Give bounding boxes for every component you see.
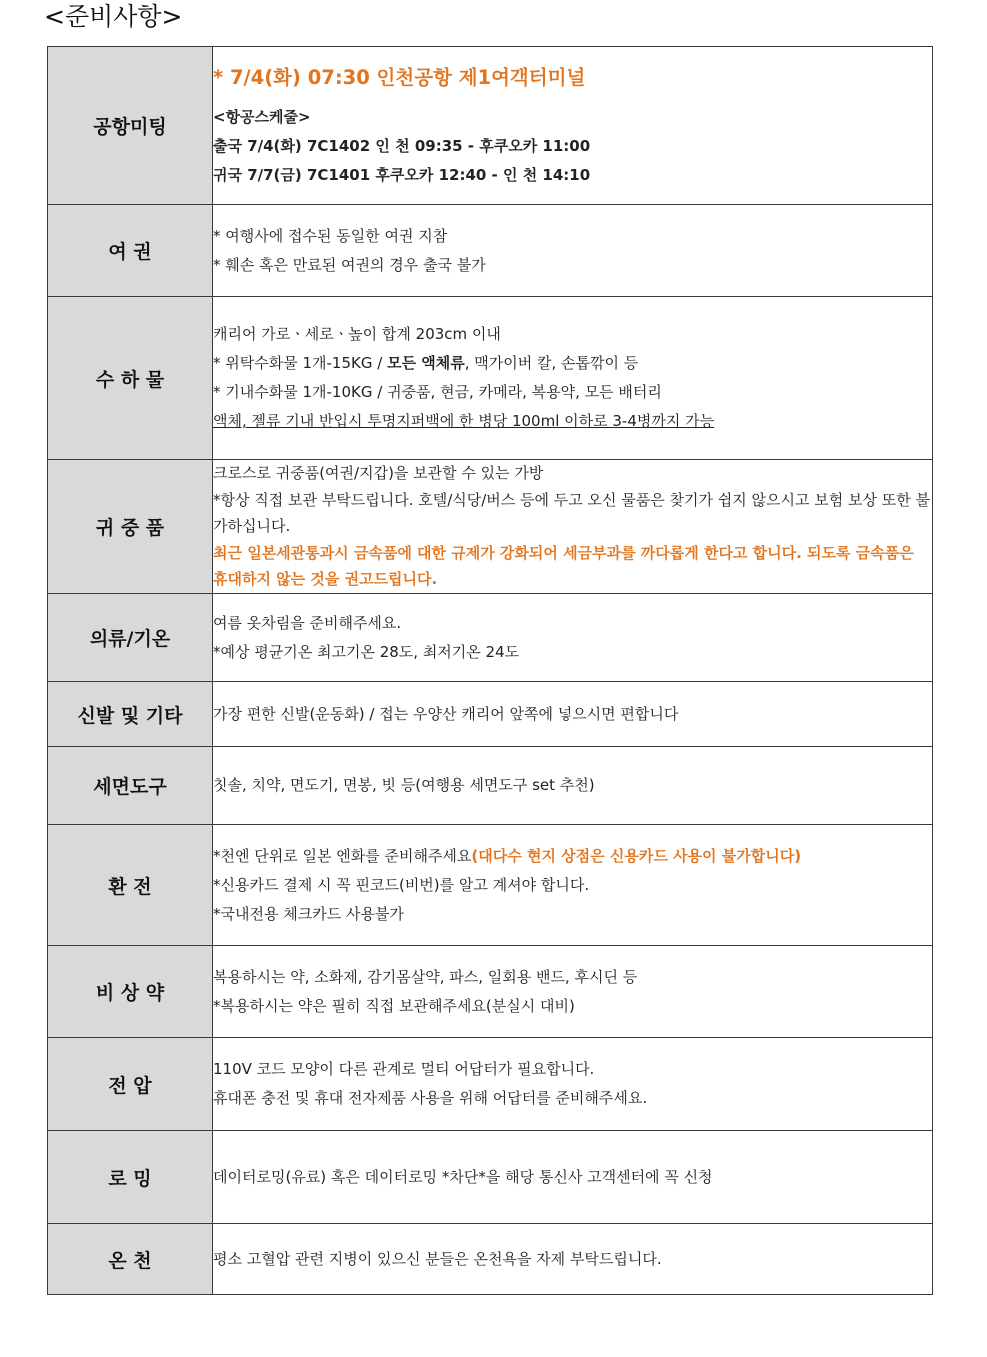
schedule-title: <항공스케줄>: [213, 108, 311, 126]
row-label: 로 밍: [48, 1131, 213, 1224]
row-content: [213, 1131, 933, 1224]
row-shoes: [48, 682, 933, 747]
text-part-bold: 모든 액체류: [387, 354, 465, 372]
row-currency: [48, 825, 933, 946]
text-line: 크로스로 귀중품(여권/지갑)을 보관할 수 있는 가방: [213, 464, 544, 483]
text-line: 칫솔, 치약, 면도기, 면봉, 빗 등(여행용 세면도구 set 추천): [213, 776, 595, 794]
text-line: 복용하시는 약, 소화제, 감기몸살약, 파스, 일회용 밴드, 후시딘 등: [213, 967, 638, 986]
text-line-warning: 최근 일본세관통과시 금속품에 대한 규제가 강화되어 세금부과를 까다롭게 한다고 합니다. 되도록 금속품은 휴대하지 않는 것을 권고드립니다.: [213, 543, 914, 589]
text-line: 110V 코드 모양이 다른 관계로 멀티 어답터가 필요합니다.: [213, 1060, 595, 1078]
flight-outbound: 출국 7/4(화) 7C1402 인 천 09:35 - 후쿠오카 11:00: [213, 137, 591, 155]
preparation-table: [47, 46, 933, 1295]
row-label: 환 전: [48, 825, 213, 946]
text-line: *국내전용 체크카드 사용불가: [213, 904, 404, 923]
text-line: *복용하시는 약은 필히 직접 보관해주세요(분실시 대비): [213, 996, 575, 1015]
row-toiletries: [48, 747, 933, 825]
row-label: 전 압: [48, 1038, 213, 1131]
row-label: 공항미팅: [48, 47, 213, 205]
page-title: <준비사항>: [44, 2, 183, 31]
row-content: [213, 682, 933, 747]
row-medicine: [48, 946, 933, 1038]
row-content: [213, 946, 933, 1038]
row-label: 귀 중 품: [48, 460, 213, 594]
row-roaming: [48, 1131, 933, 1224]
text-part: * 위탁수화물 1개-15KG /: [213, 354, 388, 372]
row-clothing: [48, 594, 933, 682]
text-line: * 훼손 혹은 만료된 여권의 경우 출국 불가: [213, 255, 486, 274]
text-line-underlined: 액체, 젤류 기내 반입시 투명지퍼백에 한 병당 100ml 이하로 3-4병까지 가능: [213, 412, 715, 430]
row-content: [213, 297, 933, 460]
text-part: , 맥가이버 칼, 손톱깎이 등: [464, 354, 639, 372]
text-line: * 기내수화물 1개-10KG / 귀중품, 현금, 카메라, 복용약, 모든 배터리: [213, 383, 662, 401]
row-content: [213, 825, 933, 946]
row-label: 의류/기온: [48, 594, 213, 682]
flight-return: 귀국 7/7(금) 7C1401 후쿠오카 12:40 - 인 천 14:10: [213, 166, 591, 184]
row-content: [213, 47, 933, 205]
text-line: [213, 349, 932, 378]
row-voltage: [48, 1038, 933, 1131]
text-part-warning: (대다수 현지 상점은 신용카드 사용이 불가합니다): [471, 846, 802, 865]
text-line: *신용카드 결제 시 꼭 핀코드(비번)를 알고 계셔야 합니다.: [213, 875, 590, 894]
row-airport-meeting: [48, 47, 933, 205]
text-line: 여름 옷차림을 준비해주세요.: [213, 613, 402, 632]
row-content: [213, 460, 933, 594]
row-content: [213, 1038, 933, 1131]
text-line: 데이터로밍(유료) 혹은 데이터로밍 *차단*을 해당 통신사 고객센터에 꼭 신청: [213, 1167, 713, 1186]
row-hot-spring: [48, 1224, 933, 1295]
text-line: 캐리어 가로ㆍ세로ㆍ높이 합계 203cm 이내: [213, 325, 501, 343]
row-label: 여 권: [48, 205, 213, 297]
text-part: *천엔 단위로 일본 엔화를 준비해주세요: [213, 846, 472, 865]
row-content: [213, 747, 933, 825]
text-line: *예상 평균기온 최고기온 28도, 최저기온 24도: [213, 642, 520, 661]
row-label: 신발 및 기타: [48, 682, 213, 747]
meeting-info: * 7/4(화) 07:30 인천공항 제1여객터미널: [213, 66, 586, 89]
row-label: 수 하 물: [48, 297, 213, 460]
text-line: 가장 편한 신발(운동화) / 접는 우양산 캐리어 앞쪽에 넣으시면 편합니다: [213, 704, 679, 723]
text-line: * 여행사에 접수된 동일한 여권 지참: [213, 226, 448, 245]
row-label: 온 천: [48, 1224, 213, 1295]
text-line: 평소 고혈압 관련 지병이 있으신 분들은 온천욕을 자제 부탁드립니다.: [213, 1249, 662, 1268]
row-baggage: [48, 297, 933, 460]
text-line: [213, 842, 932, 871]
row-content: [213, 594, 933, 682]
row-passport: [48, 205, 933, 297]
row-valuables: [48, 460, 933, 594]
row-label: 비 상 약: [48, 946, 213, 1038]
text-line: *항상 직접 보관 부탁드립니다. 호텔/식당/버스 등에 두고 오신 물품은 찾기가 쉽지 않으시고 보험 보상 또한 불가하십니다.: [213, 490, 930, 536]
text-line: 휴대폰 충전 및 휴대 전자제품 사용을 위해 어답터를 준비해주세요.: [213, 1089, 648, 1107]
row-content: [213, 205, 933, 297]
row-content: [213, 1224, 933, 1295]
row-label: 세면도구: [48, 747, 213, 825]
